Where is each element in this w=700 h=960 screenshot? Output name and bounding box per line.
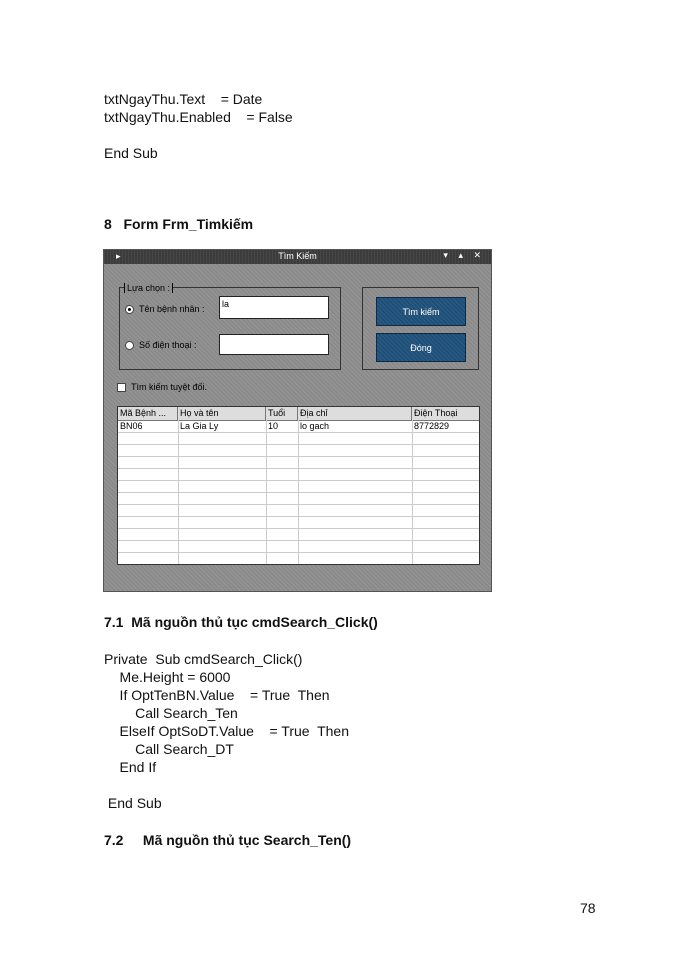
results-grid[interactable]	[117, 406, 480, 565]
phone-number-input[interactable]	[219, 334, 329, 355]
code-line: If OptTenBN.Value = True Then	[104, 687, 330, 703]
search-button[interactable]: Tìm kiếm	[376, 297, 466, 326]
options-group-label: Lựa chọn :	[124, 283, 173, 293]
empty-row	[118, 457, 479, 469]
code-line: ElseIf OptSoDT.Value = True Then	[104, 723, 349, 739]
section-heading-7-2: 7.2 Mã nguồn thủ tục Search_Ten()	[104, 832, 352, 848]
window-controls-icon[interactable]: ▾ ▴ ✕	[443, 250, 485, 260]
table-cell: 10	[268, 421, 279, 431]
table-cell: BN06	[120, 421, 143, 431]
window-menu-icon[interactable]: ▸	[116, 251, 121, 261]
code-line: txtNgayThu.Enabled = False	[104, 109, 293, 125]
column-header[interactable]: Tuổi	[266, 407, 298, 420]
exact-search-checkbox[interactable]	[117, 383, 126, 392]
option-name-radio[interactable]	[125, 305, 134, 314]
page-number: 78	[580, 900, 596, 916]
section-heading-8: 8 Form Frm_Timkiếm	[104, 216, 254, 232]
patient-name-input[interactable]: la	[219, 296, 329, 319]
exact-search-label: Tìm kiếm tuyệt đối.	[131, 382, 208, 392]
window-titlebar	[104, 250, 491, 264]
column-header[interactable]: Họ và tên	[178, 407, 266, 420]
code-line: Private Sub cmdSearch_Click()	[104, 651, 303, 667]
window-title: Tìm Kiếm	[278, 251, 317, 261]
empty-row	[118, 553, 479, 565]
empty-row	[118, 505, 479, 517]
code-line: Call Search_DT	[104, 741, 234, 757]
column-header[interactable]: Địa chỉ	[298, 407, 412, 420]
code-line: End If	[104, 759, 157, 775]
option-phone-radio[interactable]	[125, 341, 134, 350]
empty-row	[118, 481, 479, 493]
option-phone-label: Số điện thoại :	[139, 340, 197, 350]
empty-row	[118, 517, 479, 529]
empty-row	[118, 445, 479, 457]
empty-row	[118, 541, 479, 553]
empty-row	[118, 433, 479, 445]
grid-header	[118, 407, 479, 421]
column-header[interactable]: Mã Bệnh ...	[118, 407, 178, 420]
table-cell: 8772829	[414, 421, 450, 431]
code-line: End Sub	[104, 145, 158, 161]
empty-row	[118, 493, 479, 505]
close-button[interactable]: Đóng	[376, 333, 466, 362]
code-line: End Sub	[104, 795, 162, 811]
option-name-label: Tên bệnh nhân :	[139, 304, 205, 314]
column-header[interactable]: Điện Thoại	[414, 408, 458, 418]
code-line: txtNgayThu.Text = Date	[104, 91, 263, 107]
section-heading-7-1: 7.1 Mã nguồn thủ tục cmdSearch_Click()	[104, 614, 378, 630]
search-form-window	[103, 249, 492, 592]
code-line: Me.Height = 6000	[104, 669, 231, 685]
empty-row	[118, 469, 479, 481]
code-line: Call Search_Ten	[104, 705, 238, 721]
table-cell: La Gia Ly	[180, 421, 219, 431]
table-cell: lo gach	[300, 421, 330, 431]
empty-row	[118, 529, 479, 541]
table-row[interactable]	[118, 421, 479, 433]
